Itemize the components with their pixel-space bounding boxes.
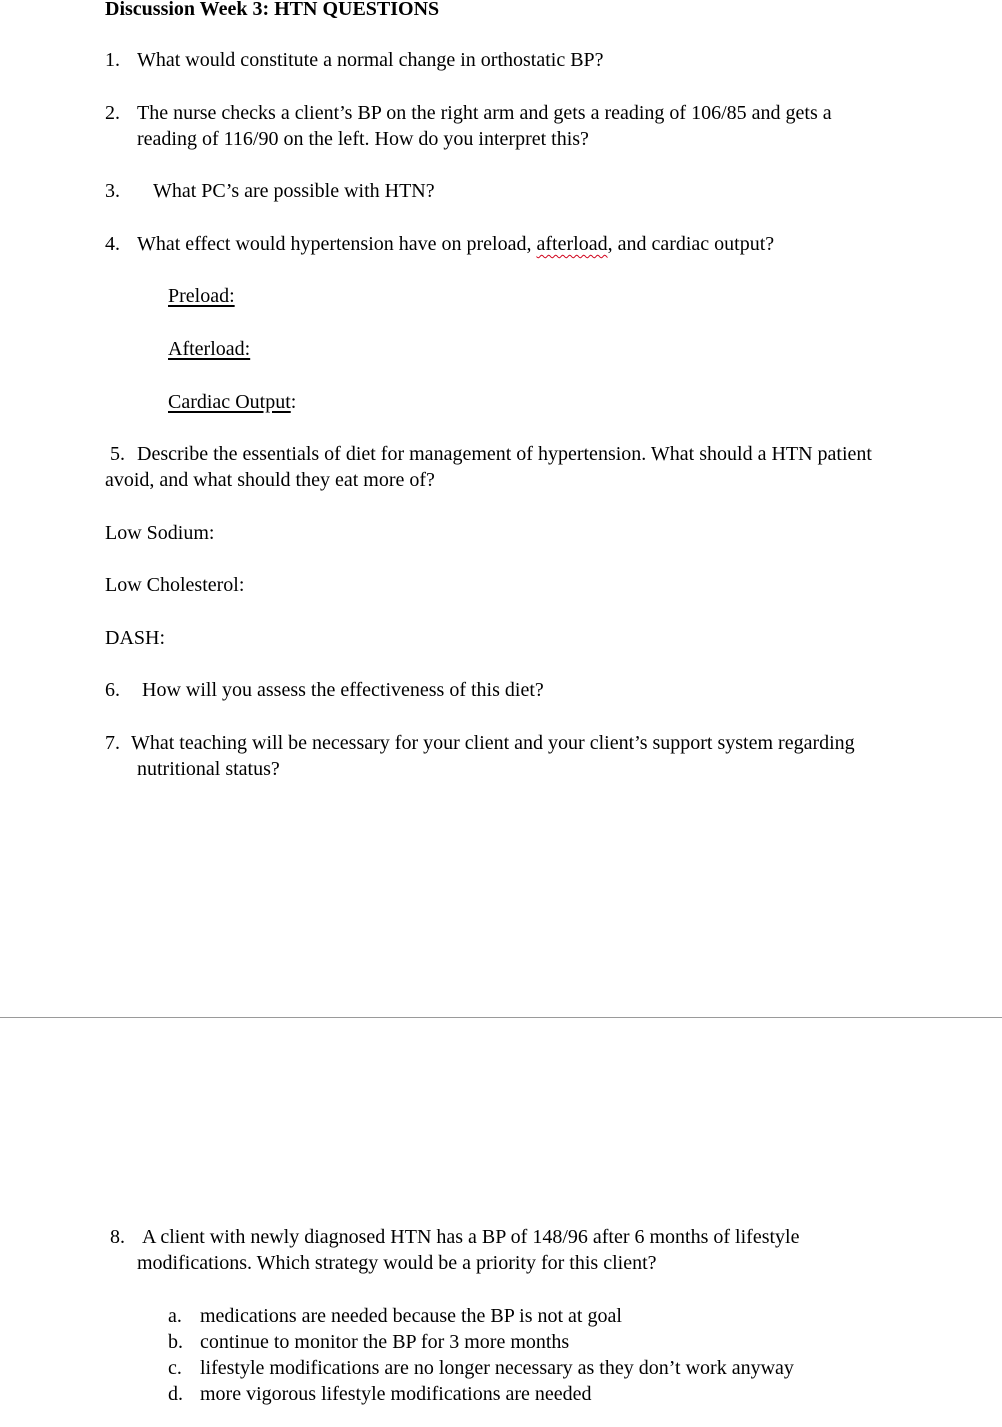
question-2-line-2: reading of 116/90 on the left. How do you interpret this? (137, 128, 589, 150)
question-4-text-before: What effect would hypertension have on preload, (137, 233, 537, 255)
question-7-line-1: What teaching will be necessary for your client and your client’s support system regarding (131, 732, 855, 754)
question-1-text: What would constitute a normal change in orthostatic BP? (137, 49, 604, 71)
question-2-line-1: The nurse checks a client’s BP on the right arm and gets a reading of 106/85 and gets a (137, 102, 832, 124)
option-d-letter: d. (168, 1383, 183, 1405)
question-4-text-after: , and cardiac output? (607, 233, 775, 255)
low-sodium-label: Low Sodium: (105, 522, 215, 544)
question-5-line-2: avoid, and what should they eat more of? (105, 469, 435, 491)
question-6-text: How will you assess the effectiveness of this diet? (142, 679, 544, 701)
question-8-number: 8. (110, 1226, 125, 1248)
page-break-divider (0, 1017, 1002, 1018)
cardiac-output-label: Cardiac Output: (168, 391, 297, 413)
option-a-letter: a. (168, 1305, 182, 1327)
question-5-line-1: Describe the essentials of diet for management of hypertension. What should a HTN patient (137, 443, 872, 465)
option-a-text: medications are needed because the BP is not at goal (200, 1305, 622, 1327)
option-d-text: more vigorous lifestyle modifications are needed (200, 1383, 592, 1405)
question-7-line-2: nutritional status? (137, 758, 280, 780)
question-6-number: 6. (105, 679, 120, 701)
question-5-number: 5. (110, 443, 125, 465)
option-c-text: lifestyle modifications are no longer necessary as they don’t work anyway (200, 1357, 794, 1379)
page-title: Discussion Week 3: HTN QUESTIONS (105, 0, 440, 20)
question-4-number: 4. (105, 233, 120, 255)
low-cholesterol-label: Low Cholesterol: (105, 574, 245, 596)
dash-label: DASH: (105, 627, 166, 649)
spelling-flagged-word: afterload (536, 233, 608, 255)
question-1-number: 1. (105, 49, 120, 71)
question-8-line-2: modifications. Which strategy would be a priority for this client? (137, 1252, 657, 1274)
option-b-letter: b. (168, 1331, 183, 1353)
afterload-label: Afterload: (168, 338, 251, 360)
preload-label: Preload: (168, 285, 235, 307)
question-7-number: 7. (105, 732, 120, 754)
question-2-number: 2. (105, 102, 120, 124)
question-8-line-1: A client with newly diagnosed HTN has a BP of 148/96 after 6 months of lifestyle (142, 1226, 800, 1248)
option-b-text: continue to monitor the BP for 3 more months (200, 1331, 570, 1353)
question-3-text: What PC’s are possible with HTN? (153, 180, 435, 202)
option-c-letter: c. (168, 1357, 182, 1379)
question-4-text (137, 231, 774, 257)
question-3-number: 3. (105, 180, 120, 202)
